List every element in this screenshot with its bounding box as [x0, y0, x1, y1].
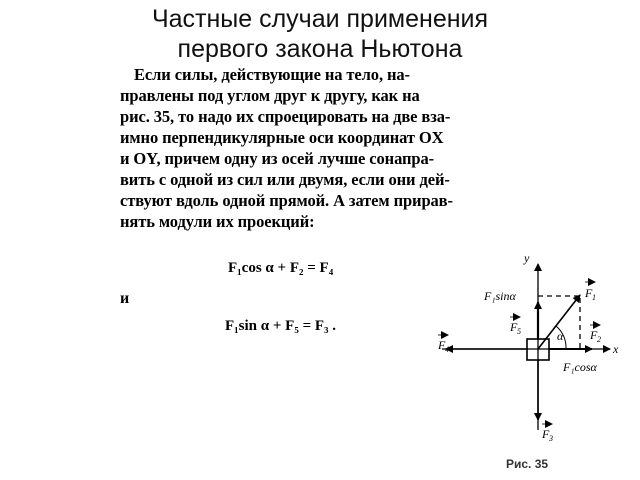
slide-title: [0, 4, 640, 64]
f2-symbol: F: [590, 328, 598, 342]
alpha-label: α: [557, 329, 564, 343]
paragraph-line: правлены под углом друг к другу, как на: [120, 86, 420, 105]
f1-label: [584, 282, 596, 302]
f1-subscript: 1: [592, 293, 596, 302]
force-diagram: [420, 240, 640, 480]
f5-symbol: F: [510, 320, 518, 334]
y-axis-label: y: [524, 251, 530, 265]
title-line-2: первого закона Ньютона: [177, 35, 463, 63]
f4-label: [437, 335, 449, 354]
equation-1: F₁cos α + F₂ = F₄: [228, 260, 334, 276]
equation-2: F₁sin α + F₅ = F₃ .: [225, 318, 337, 334]
paragraph-line: нять модули их проекций:: [120, 212, 315, 231]
paragraph-line: имно перпендикулярные оси координат OX: [120, 128, 444, 147]
f3-label: [541, 424, 553, 443]
x-axis-label: x: [613, 342, 619, 356]
f5-subscript: 5: [517, 327, 521, 336]
f2-subscript: 2: [597, 335, 601, 344]
paragraph-line: вить с одной из сил или двумя, если они дей-: [120, 170, 450, 189]
paragraph-line: ствуют вдоль одной прямой. А затем прирав-: [120, 191, 453, 210]
f1-sin-label: F₁sinα: [484, 289, 516, 303]
paragraph-line: Если силы, действующие на тело, на-: [134, 65, 410, 84]
text-paragraph: [120, 64, 520, 232]
figure-caption: Рис. 35: [506, 457, 549, 471]
f3-symbol: F: [542, 427, 550, 441]
conjunction-and: и: [120, 290, 130, 307]
f1-symbol: F: [585, 286, 593, 300]
f4-subscript: 4: [445, 345, 449, 354]
paragraph-line: рис. 35, то надо их спроецировать на две вза-: [120, 107, 451, 126]
f3-subscript: 3: [549, 434, 553, 443]
f2-label: [589, 325, 601, 344]
force-diagram-svg: [420, 240, 640, 480]
f5-label: [509, 317, 521, 336]
f4-symbol: F: [438, 338, 446, 352]
f1-cos-label: F₁cosα: [563, 360, 597, 374]
paragraph-line: и OY, причем одну из осей лучше сонапра-: [120, 149, 435, 168]
title-line-1: Частные случаи применения: [151, 5, 489, 33]
